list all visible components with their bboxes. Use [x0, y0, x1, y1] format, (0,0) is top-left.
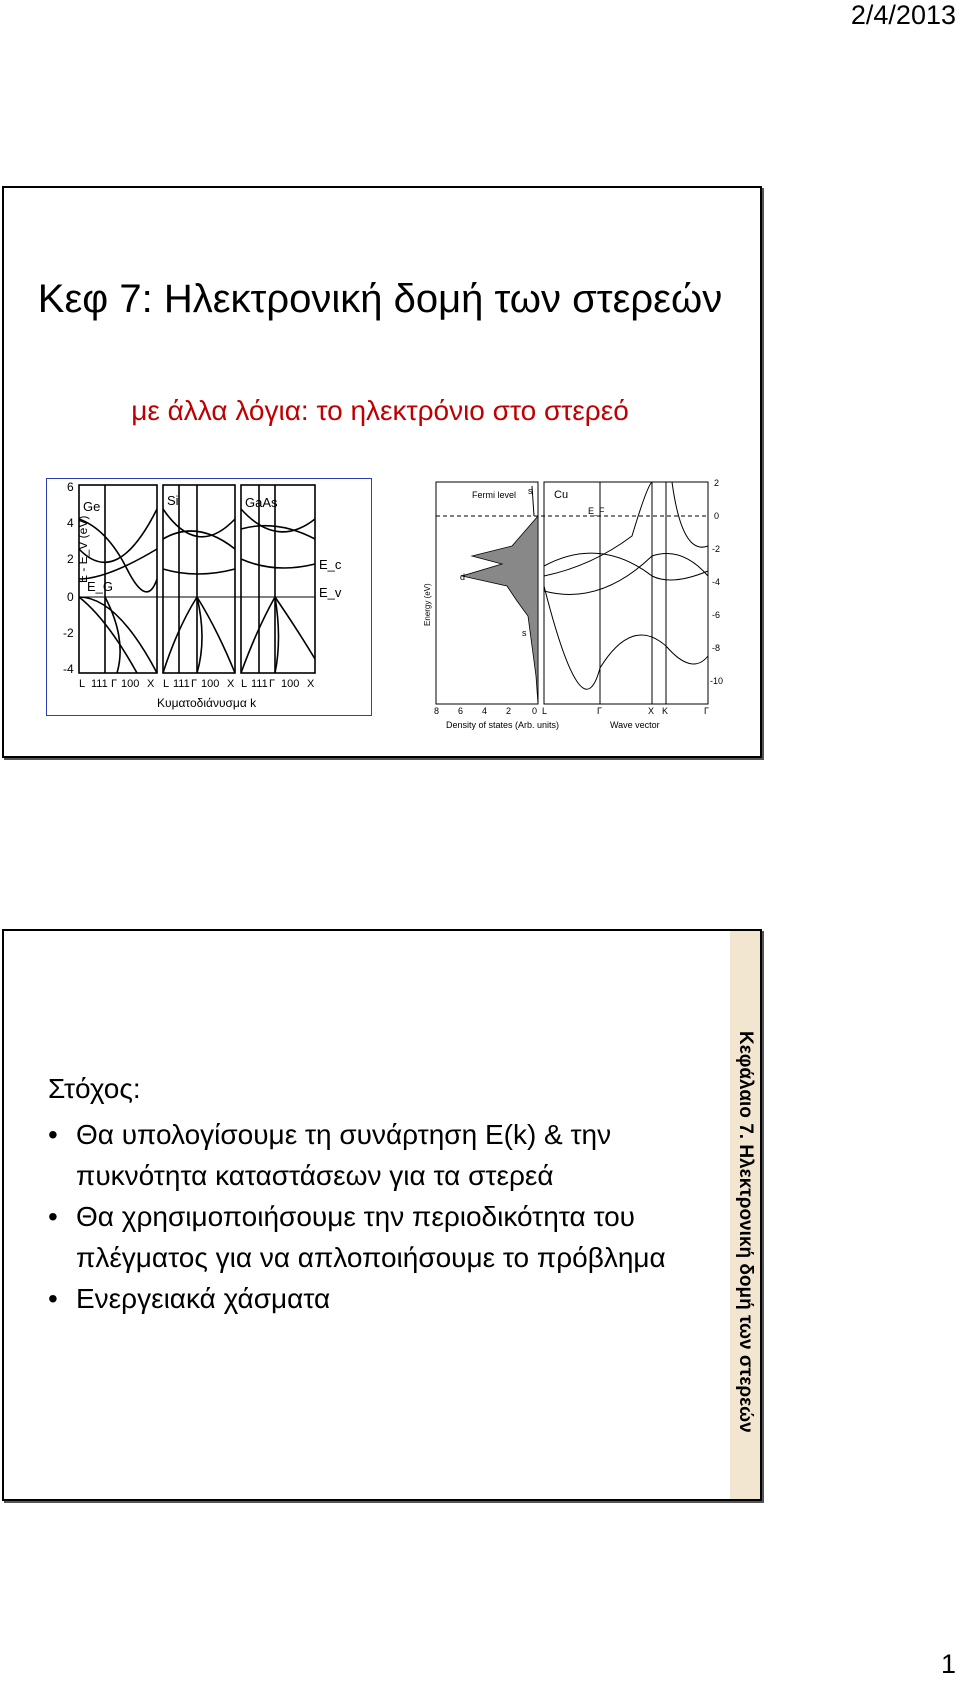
chapter-sidebar-text: Κεφάλαιο 7. Ηλεκτρονική δομή των στερεών: [735, 1031, 756, 1433]
fermi-label: Fermi level: [472, 490, 517, 500]
copper-dos-svg: [423, 476, 742, 734]
header-date: 2/4/2013: [850, 0, 956, 30]
xtick: L: [241, 678, 248, 690]
orbital-label: s: [528, 486, 533, 496]
ef-label: E_F: [588, 506, 605, 516]
xtick: 111: [91, 678, 108, 690]
xtick: 100: [201, 678, 220, 690]
eg-label: E_G: [87, 579, 114, 594]
energy-tick: 0: [714, 511, 720, 521]
ec-label: E_c: [319, 557, 342, 572]
band-structure-svg: [47, 479, 371, 715]
orbital-label: s: [522, 628, 527, 638]
energy-tick: -6: [712, 610, 721, 620]
energy-tick: -2: [712, 544, 721, 554]
ytick: 2: [67, 552, 74, 566]
panel-label-gaas: GaAs: [245, 495, 278, 510]
xtick: Γ: [111, 678, 118, 690]
bullet-item: • Θα χρησιμοποιήσουμε την περιοδικότητα του πλέγματος για να απλοποιήσουμε το πρόβλημα: [48, 1197, 728, 1278]
slide-title: [2, 186, 762, 758]
xtick: 100: [121, 678, 140, 690]
goal-label: Στόχος:: [48, 1073, 141, 1104]
xtick: X: [227, 678, 235, 690]
chapter-sidebar: [730, 931, 760, 1499]
k-point: X: [648, 706, 655, 716]
ev-label: E_v: [319, 585, 342, 600]
k-point: K: [662, 706, 669, 716]
slide-title-heading: Κεφ 7: Ηλεκτρονική δομή των στερεών: [37, 277, 723, 321]
slide-subtitle: με άλλα λόγια: το ηλεκτρόνιο στο στερεό: [131, 395, 629, 426]
ytick: 4: [67, 516, 74, 530]
wave-axis-label: Wave vector: [610, 720, 660, 730]
ytick: -2: [63, 626, 74, 640]
k-point: Γ: [704, 706, 709, 716]
energy-tick: 2: [714, 478, 720, 488]
x-axis-label: Κυματοδιάνυσμα k: [157, 696, 257, 710]
dos-tick: 6: [458, 706, 464, 716]
xtick: 111: [173, 678, 190, 690]
goal-bullet-list: [48, 1115, 728, 1321]
bullet-item: • Θα υπολογίσουμε τη συνάρτηση E(k) & την πυκνότητα καταστάσεων για τα στερεά: [48, 1115, 728, 1196]
k-point: L: [542, 706, 548, 716]
panel-label-ge: Ge: [83, 499, 101, 514]
xtick: X: [147, 678, 155, 690]
energy-tick: -8: [712, 643, 721, 653]
dos-tick: 0: [532, 706, 538, 716]
ytick: 6: [67, 480, 74, 494]
dos-tick: 4: [482, 706, 488, 716]
xtick: Γ: [269, 678, 276, 690]
dos-tick: 8: [434, 706, 440, 716]
xtick: 111: [251, 678, 268, 690]
band-structure-figure: [46, 478, 372, 716]
y-axis-label: E - E_V (eV): [76, 515, 90, 583]
ytick: 0: [67, 590, 74, 604]
panel-label-si: Si: [167, 493, 179, 508]
dos-tick: 2: [506, 706, 512, 716]
xtick: 100: [281, 678, 300, 690]
xtick: L: [79, 678, 86, 690]
copper-dos-figure: [423, 476, 742, 734]
orbital-label: d: [460, 572, 466, 582]
xtick: L: [163, 678, 170, 690]
page-number: 1: [940, 1649, 956, 1679]
dos-axis-label: Density of states (Arb. units): [446, 720, 560, 730]
xtick: Γ: [191, 678, 198, 690]
energy-tick: -10: [710, 676, 724, 686]
k-point: Γ: [597, 706, 602, 716]
ytick: -4: [63, 662, 74, 676]
material-label: Cu: [554, 489, 569, 501]
xtick: X: [307, 678, 315, 690]
energy-tick: -4: [712, 577, 721, 587]
energy-axis-label: Energy (eV): [423, 583, 432, 626]
slide-goals: [2, 929, 762, 1501]
bullet-item: • Ενεργειακά χάσματα: [48, 1279, 728, 1320]
